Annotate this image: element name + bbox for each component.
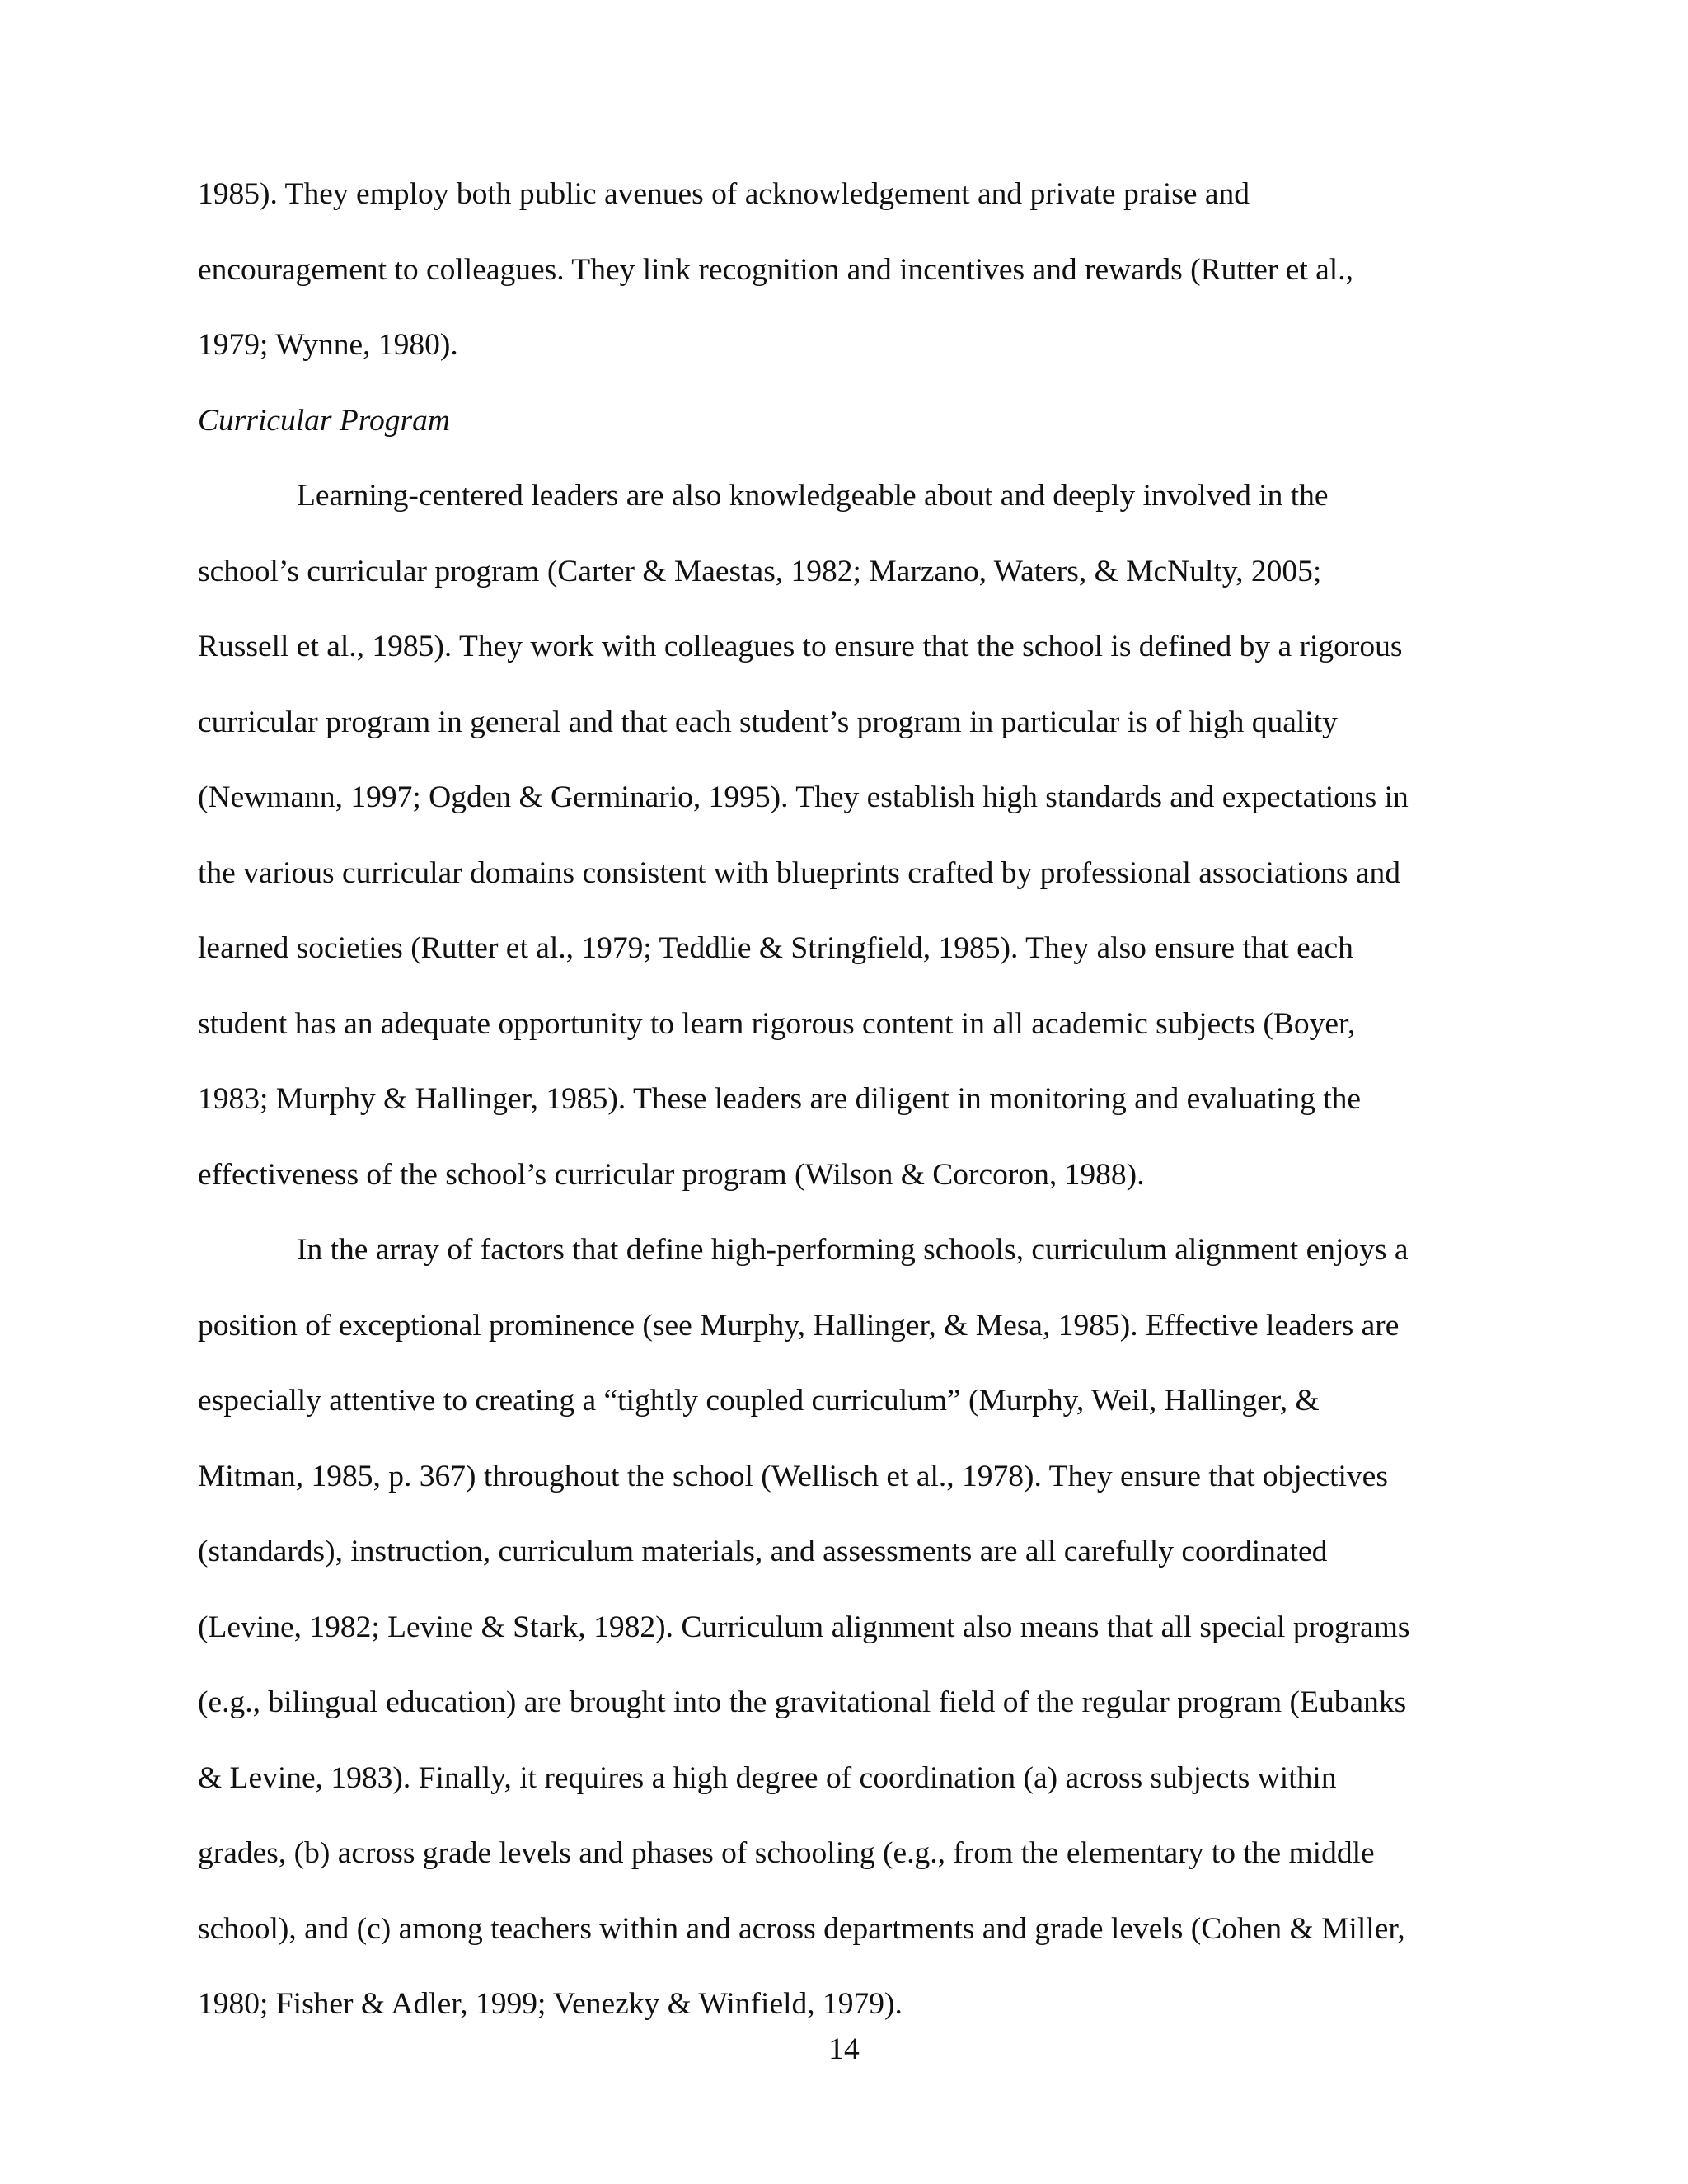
text-line: Mitman, 1985, p. 367) throughout the school (Wellisch et al., 1978). They ensure that objectives (198, 1459, 1388, 1493)
text-line: (e.g., bilingual education) are brought into the gravitational field of the regular program (Eubanks (198, 1685, 1407, 1719)
paragraph-curriculum-alignment (198, 1212, 1492, 2042)
text-line: 1983; Murphy & Hallinger, 1985). These leaders are diligent in monitoring and evaluating the (198, 1082, 1362, 1116)
text-line: effectiveness of the school’s curricular program (Wilson & Corcoron, 1988). (198, 1157, 1145, 1192)
text-line: school’s curricular program (Carter & Maestas, 1982; Marzano, Waters, & McNulty, 2005; (198, 554, 1322, 588)
text-line: 1980; Fisher & Adler, 1999; Venezky & Winfield, 1979). (198, 1987, 903, 2021)
text-line: encouragement to colleagues. They link recognition and incentives and rewards (Rutter et al., (198, 252, 1353, 287)
text-line: grades, (b) across grade levels and phases of schooling (e.g., from the elementary to the middle (198, 1836, 1375, 1870)
text-line: 1985). They employ both public avenues of acknowledgement and private praise and (198, 177, 1250, 211)
text-line: (standards), instruction, curriculum materials, and assessments are all carefully coordinated (198, 1535, 1328, 1568)
paragraph-curricular-program (198, 458, 1492, 1212)
text-line: 1979; Wynne, 1980). (198, 328, 458, 362)
text-line: student has an adequate opportunity to learn rigorous content in all academic subjects (Boyer, (198, 1006, 1356, 1041)
text-line: (Newmann, 1997; Ogden & Germinario, 1995). They establish high standards and expectations in (198, 780, 1409, 814)
text-line: Russell et al., 1985). They work with colleagues to ensure that the school is defined by a rigorous (198, 630, 1403, 663)
page-number: 14 (828, 2032, 860, 2066)
text-line: In the array of factors that define high-performing schools, curriculum alignment enjoys a (297, 1233, 1409, 1267)
text-line: position of exceptional prominence (see Murphy, Hallinger, & Mesa, 1985). Effective leaders are (198, 1308, 1400, 1343)
text-line: (Levine, 1982; Levine & Stark, 1982). Curriculum alignment also means that all special programs (198, 1610, 1410, 1644)
text-line: school), and (c) among teachers within and across departments and grade levels (Cohen & Miller, (198, 1911, 1405, 1946)
text-line: Learning-centered leaders are also knowledgeable about and deeply involved in the (297, 479, 1329, 513)
text-line: especially attentive to creating a “tightly coupled curriculum” (Murphy, Weil, Hallinger, & (198, 1384, 1320, 1418)
text-line: & Levine, 1983). Finally, it requires a high degree of coordination (a) across subjects within (198, 1760, 1337, 1795)
body-text (198, 157, 1492, 2042)
text-line: the various curricular domains consistent with blueprints crafted by professional associations and (198, 855, 1401, 890)
continued-paragraph (198, 157, 1492, 383)
text-line: learned societies (Rutter et al., 1979; Teddlie & Stringfield, 1985). They also ensure that each (198, 931, 1353, 965)
text-line: curricular program in general and that each student’s program in particular is of high quality (198, 705, 1338, 739)
section-heading: Curricular Program (198, 403, 450, 438)
